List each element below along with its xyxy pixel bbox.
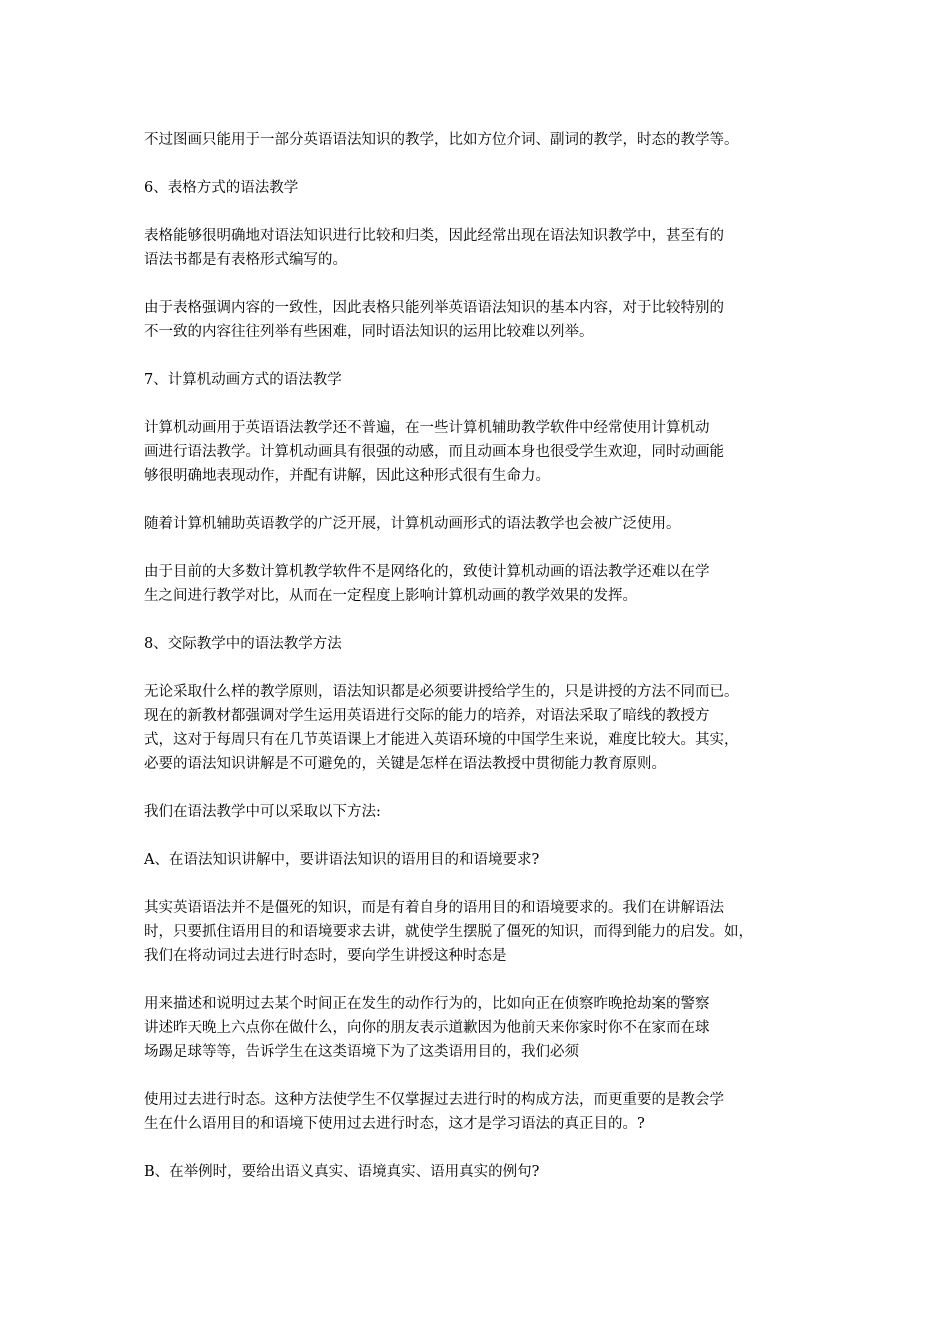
text-line: 无论采取什么样的教学原则，语法知识都是必须要讲授给学生的，只是讲授的方法不同而已。 xyxy=(144,684,739,700)
text-line: 使用过去进行时态。这种方法使学生不仅掌握过去进行时的构成方法，而更重要的是教会学 xyxy=(144,1092,724,1108)
text-line: 语法书都是有表格形式编写的。 xyxy=(144,252,347,268)
text-line: 6、表格方式的语法教学 xyxy=(144,180,299,196)
section-heading xyxy=(144,848,824,872)
text-line: 式，这对于每周只有在几节英语课上才能进入英语环境的中国学生来说，难度比较大。其实， xyxy=(144,732,739,748)
text-line: 计算机动画用于英语语法教学还不普遍，在一些计算机辅助教学软件中经常使用计算机动 xyxy=(144,420,710,436)
text-line: 我们在语法教学中可以采取以下方法: xyxy=(144,804,381,820)
text-line: 画进行语法教学。计算机动画具有很强的动感，而且动画本身也很受学生欢迎，同时动画能 xyxy=(144,444,724,460)
paragraph xyxy=(144,800,824,824)
text-line: 表格能够很明确地对语法知识进行比较和归类，因此经常出现在语法知识教学中，甚至有的 xyxy=(144,228,724,244)
text-line: 够很明确地表现动作，并配有讲解，因此这种形式很有生命力。 xyxy=(144,468,550,484)
paragraph xyxy=(144,992,824,1064)
text-line: 不过图画只能用于一部分英语语法知识的教学，比如方位介词、副词的教学，时态的教学等。 xyxy=(144,132,739,148)
text-line: 由于目前的大多数计算机教学软件不是网络化的，致使计算机动画的语法教学还难以在学 xyxy=(144,564,710,580)
text-line: 我们在将动词过去进行时态时，要向学生讲授这种时态是 xyxy=(144,948,507,964)
text-line: 必要的语法知识讲解是不可避免的，关键是怎样在语法教授中贯彻能力教育原则。 xyxy=(144,756,666,772)
paragraph xyxy=(144,560,824,608)
section-heading xyxy=(144,1160,824,1184)
text-line: 不一致的内容往往列举有些困难，同时语法知识的运用比较难以列举。 xyxy=(144,324,594,340)
text-line: 时，只要抓住语用目的和语境要求去讲，就使学生摆脱了僵死的知识，而得到能力的启发。如， xyxy=(144,924,753,940)
text-line: A、在语法知识讲解中，要讲语法知识的语用目的和语境要求? xyxy=(144,852,540,868)
paragraph xyxy=(144,680,824,776)
paragraph xyxy=(144,896,824,968)
text-line: B、在举例时，要给出语义真实、语境真实、语用真实的例句? xyxy=(144,1164,540,1180)
section-heading xyxy=(144,632,824,656)
document-body xyxy=(144,128,824,1208)
paragraph xyxy=(144,224,824,272)
text-line: 生之间进行教学对比，从而在一定程度上影响计算机动画的教学效果的发挥。 xyxy=(144,588,637,604)
text-line: 7、计算机动画方式的语法教学 xyxy=(144,372,342,388)
section-heading xyxy=(144,368,824,392)
section-heading xyxy=(144,176,824,200)
text-line: 随着计算机辅助英语教学的广泛开展，计算机动画形式的语法教学也会被广泛使用。 xyxy=(144,516,681,532)
text-line: 由于表格强调内容的一致性，因此表格只能列举英语语法知识的基本内容，对于比较特别的 xyxy=(144,300,724,316)
text-line: 生在什么语用目的和语境下使用过去进行时态，这才是学习语法的真正目的。? xyxy=(144,1116,645,1132)
text-line: 其实英语语法并不是僵死的知识，而是有着自身的语用目的和语境要求的。我们在讲解语法 xyxy=(144,900,724,916)
paragraph xyxy=(144,296,824,344)
text-line: 8、交际教学中的语法教学方法 xyxy=(144,636,342,652)
paragraph xyxy=(144,416,824,488)
paragraph xyxy=(144,1088,824,1136)
text-line: 讲述昨天晚上六点你在做什么，向你的朋友表示道歉因为他前天来你家时你不在家而在球 xyxy=(144,1020,710,1036)
paragraph xyxy=(144,128,824,152)
text-line: 场踢足球等等，告诉学生在这类语境下为了这类语用目的，我们必须 xyxy=(144,1044,579,1060)
text-line: 用来描述和说明过去某个时间正在发生的动作行为的，比如向正在侦察昨晚抢劫案的警察 xyxy=(144,996,710,1012)
paragraph xyxy=(144,512,824,536)
text-line: 现在的新教材都强调对学生运用英语进行交际的能力的培养，对语法采取了暗线的教授方 xyxy=(144,708,710,724)
